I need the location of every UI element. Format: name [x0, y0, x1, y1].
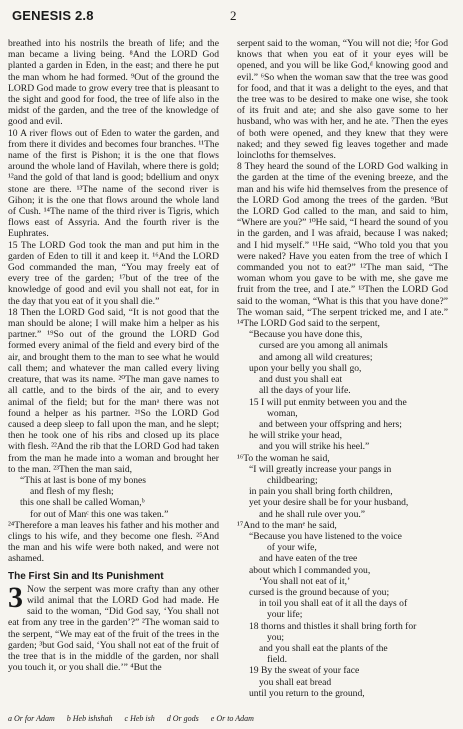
poem-line: and dust you shall eat	[259, 374, 343, 386]
footnote: b Heb ishshah	[66, 714, 113, 723]
poem-block	[8, 475, 219, 520]
paragraph: ¹⁷And to the manᵉ he said,	[237, 519, 337, 531]
poem-line: for out of Manᶜ this one was taken.”	[30, 508, 169, 520]
paragraph-text: Now the serpent was more crafty than any other wild animal that the LORD God had made. He said to the woman, “Did God say, ‘You shall not eat from any tree in the garden’?” ²The woman said to the serpent, “We may eat of the fruit of the trees in the garden; ³but God said, ‘You shall not eat of the fruit of the tree that is in the middle of the garden, nor shall you touch it, or you shall die.’” ⁴But the	[8, 583, 219, 674]
running-head: GENESIS 2.8	[12, 8, 94, 23]
poem-line: about which I commanded you,	[249, 564, 371, 576]
poem-line: your life;	[267, 609, 303, 621]
poem-line: in pain you shall bring forth children,	[249, 486, 393, 498]
paragraph: ¹⁶To the woman he said,	[237, 452, 330, 464]
poem-line: field.	[267, 654, 287, 666]
poem-block	[237, 329, 448, 452]
poem-line: and flesh of my flesh;	[30, 486, 114, 498]
paragraph: ²⁴Therefore a man leaves his father and his mother and clings to his wife, and they become one flesh. ²⁵And the man and his wife were both naked, and were not ashamed.	[8, 519, 219, 565]
poem-line: woman,	[267, 407, 298, 419]
poem-line: all the days of your life.	[259, 385, 351, 397]
poem-line: childbearing;	[267, 474, 318, 486]
poem-block	[237, 464, 448, 520]
poem-line: you;	[267, 631, 285, 643]
poem-line: until you return to the ground,	[249, 687, 365, 699]
poem-block	[237, 531, 448, 699]
poem-line: upon your belly you shall go,	[249, 362, 362, 374]
page-header	[12, 8, 451, 28]
poem-line: 19 By the sweat of your face	[249, 665, 360, 677]
right-column	[237, 38, 448, 699]
footnotes	[8, 714, 455, 723]
poem-line: 18 thorns and thistles it shall bring forth for	[249, 620, 417, 632]
poem-line: and have eaten of the tree	[259, 553, 358, 565]
poem-line: “Because you have listened to the voice	[249, 530, 402, 542]
poem-line: cursed are you among all animals	[259, 340, 388, 352]
left-column	[8, 38, 219, 673]
section-heading: The First Sin and Its Punishment	[8, 570, 164, 582]
poem-line: and he shall rule over you.”	[259, 508, 366, 520]
paragraph: 10 A river flows out of Eden to water the garden, and from there it divides and becomes four branches. ¹¹The name of the first is Pishon; it is the one that flows around the whole land of Havilah, where there is gold; ¹²and the gold of that land is good; bdellium and onyx stone are there. ¹³The name of the second river is Gihon; it is the one that flows around the whole land of Cush. ¹⁴The name of the third river is Tigris, which flows east of Assyria. And the fourth river is the Euphrates.	[8, 127, 219, 240]
poem-line: “This at last is bone of my bones	[20, 474, 147, 486]
poem-line: ‘You shall not eat of it,’	[259, 575, 351, 587]
poem-line: you shall eat bread	[259, 676, 332, 688]
paragraph: 15 The LORD God took the man and put him in the garden of Eden to till it and keep it. ¹⁶And the LORD God commanded the man, “You may freely eat of every tree of the garden; ¹⁷but of the tree of the knowledge of good and evil you shall not eat, for in the day that you eat of it you shall die.”	[8, 239, 219, 307]
poem-line: this one shall be called Woman,ᵇ	[20, 497, 145, 509]
poem-line: and you will strike his heel.”	[259, 441, 370, 453]
poem-line: and between your offspring and hers;	[259, 418, 402, 430]
footnote: d Or gods	[166, 714, 199, 723]
poem-line: “Because you have done this,	[249, 329, 363, 341]
poem-line: of your wife,	[267, 542, 317, 554]
paragraph: serpent said to the woman, “You will not die; ⁵for God knows that when you eat of it your eyes will be opened, and you will be like God,ᵈ knowing good and evil.” ⁶So when the woman saw that the tree was good for food, and that it was a delight to the eyes, and that the tree was to be desired to make one wise, she took of its fruit and ate; and she also gave some to her husband, who was with her, and he ate. ⁷Then the eyes of both were opened, and they knew that they were naked; and they sewed fig leaves together and made loincloths for themselves.	[237, 38, 448, 162]
poem-line: and you shall eat the plants of the	[259, 642, 388, 654]
paragraph: 18 Then the LORD God said, “It is not good that the man should be alone; I will make him a helper as his partner.” ¹⁹So out of the ground the LORD God formed every animal of the field and every bird of the air, and brought them to the man to see what he would call them; and whatever the man called every living creature, that was its name. ²⁰The man gave names to all cattle, and to the birds of the air, and to every animal of the field; but for the manᵃ there was not found a helper as his partner. ²¹So the LORD God caused a deep sleep to fall upon the man, and he slept; then he took one of his ribs and closed up its place with flesh. ²²And the rib that the LORD God had taken from the man he made into a woman and brought her to the man. ²³Then the man said,	[8, 306, 219, 475]
poem-line: cursed is the ground because of you;	[249, 586, 390, 598]
footnote: a Or for Adam	[8, 714, 55, 723]
poem-line: yet your desire shall be for your husband,	[249, 497, 409, 509]
page-number: 2	[230, 8, 237, 23]
paragraph	[8, 580, 219, 674]
paragraph: 8 They heard the sound of the LORD God walking in the garden at the time of the evening breeze, and the man and his wife hid themselves from the presence of the LORD God among the trees of the garden. ⁹But the LORD God called to the man, and said to him, “Where are you?” ¹⁰He said, “I heard the sound of you in the garden, and I was afraid, because I was naked; and I hid myself.” ¹¹He said, “Who told you that you were naked? Have you eaten from the tree of which I commanded you not to eat?” ¹²The man said, “The woman whom you gave to be with me, she gave me fruit from the tree, and I ate.” ¹³Then the LORD God said to the woman, “What is this that you have done?” The woman said, “The serpent tricked me, and I ate.” ¹⁴The LORD God said to the serpent,	[237, 161, 448, 330]
poem-line: 15 I will put enmity between you and the	[249, 396, 407, 408]
paragraph: breathed into his nostrils the breath of life; and the man became a living being. ⁸And the LORD God planted a garden in Eden, in the east; and there he put the man whom he had formed. ⁹Out of the ground the LORD God made to grow every tree that is pleasant to the sight and good for food, the tree of life also in the midst of the garden, and the tree of the knowledge of good and evil.	[8, 38, 219, 128]
poem-line: and among all wild creatures;	[259, 351, 373, 363]
footnote: c Heb ish	[124, 714, 155, 723]
chapter-number: 3	[8, 580, 23, 614]
poem-line: in toil you shall eat of it all the days of	[259, 598, 408, 610]
poem-line: he will strike your head,	[249, 430, 342, 442]
footnote: e Or to Adam	[210, 714, 254, 723]
poem-line: “I will greatly increase your pangs in	[249, 463, 392, 475]
